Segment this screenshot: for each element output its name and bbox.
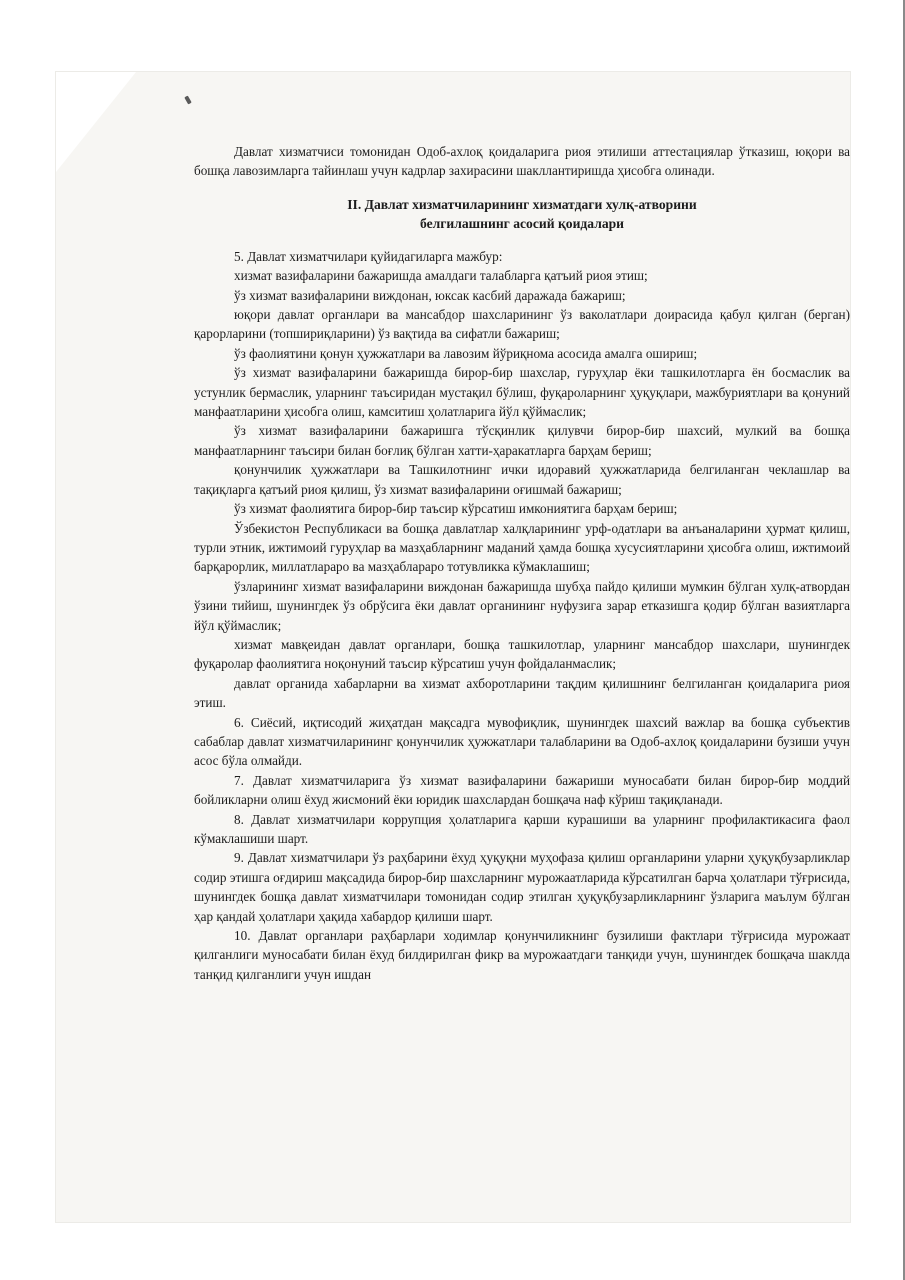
intro-paragraph: Давлат хизматчиси томонидан Одоб-ахлоқ қоидаларига риоя этилиши аттестациялар ўтказиш, юқори ва бошқа лавозимларга тайинлаш учун кадрлар захирасини шакллантиришда ҳисобга олинади.	[194, 144, 850, 179]
document-body	[194, 142, 850, 984]
duty-item: ўз хизмат вазифаларини бажаришда бирор-бир шахслар, гуруҳлар ёки ташкилотларга ён босмаслик ва устунлик бермаслик, уларнинг таъсиридан мустақил бўлиш, фуқароларнинг ҳуқуқлари, мажбуриятлари ва қонуний манфаатларини ҳисобга олиш, камситиш ҳолатларига йўл қўймаслик;	[194, 365, 850, 420]
duty-item: хизмат мавқеидан давлат органлари, бошқа ташкилотлар, уларнинг мансабдор шахслари, шунингдек фуқаролар фаолиятига ноқонуний таъсир кўрсатиш учун фойдаланмаслик;	[194, 636, 850, 672]
duty-item: ўз хизмат вазифаларини виждонан, юксак касбий даражада бажариш;	[234, 287, 626, 303]
duty-item: давлат органида хабарларни ва хизмат ахборотларини тақдим қилишнинг белгиланган қоидаларига риоя этиш.	[194, 675, 850, 711]
duty-item: хизмат вазифаларини бажаришда амалдаги талабларга қатъий риоя этиш;	[234, 268, 648, 284]
duty-item: Ўзбекистон Республикаси ва бошқа давлатлар халқларининг урф-одатлари ва анъаналарини ҳурмат қилиш, турли этник, ижтимоий гуруҳлар ва мазҳабларнинг маданий ҳамда бошқа хусусиятларини ҳисобга олиш, ижтимоий барқарорлик, миллатлараро ва мазҳаблараро тотувликка кўмаклашиш;	[194, 520, 850, 575]
duty-item: ўз хизмат фаолиятига бирор-бир таъсир кўрсатиш имкониятига барҳам бериш;	[234, 501, 678, 517]
duty-item: ўз фаолиятини қонун ҳужжатлари ва лавозим йўриқнома асосида амалга ошириш;	[234, 345, 698, 361]
duty-item: ўзларининг хизмат вазифаларини виждонан бажаришда шубҳа пайдо қилиши мумкин бўлган хулқ-атвордан ўзини тийиш, шунингдек ўз обрўсига ёки давлат органининг нуфузига зарар етказишга қодир бўлган вазиятларга йўл қўймаслик;	[194, 578, 850, 633]
folded-corner	[56, 72, 136, 172]
duty-item: ўз хизмат вазифаларини бажаришга тўсқинлик қилувчи бирор-бир шахсий, мулкий ва бошқа манфаатларнинг таъсири билан боғлиқ бўлган хатти-ҳаракатларга барҳам бериш;	[194, 423, 850, 458]
section-title-line-1: II. Давлат хизматчиларининг хизматдаги хулқ-атворини	[347, 196, 697, 212]
paragraph-5: 5. Давлат хизматчилари қуйидагиларга мажбур:	[234, 248, 503, 264]
duty-item: юқори давлат органлари ва мансабдор шахсларининг ўз ваколатлари доирасида қабул қилган (берган) қарорларини (топшириқларини) ўз вақтида ва сифатли бажариш;	[194, 307, 850, 342]
paragraph-8: 8. Давлат хизматчилари коррупция ҳолатларига қарши курашиши ва уларнинг профилактикасига фаол кўмаклашиши шарт.	[194, 811, 850, 846]
paragraph-6: 6. Сиёсий, иқтисодий жиҳатдан мақсадга мувофиқлик, шунингдек шахсий важлар ва бошқа субъектив сабаблар давлат хизматчиларининг қонунчилик ҳужжатлари талабларини ва Одоб-ахлоқ қоидаларини бузиши учун асос бўла олмайди.	[194, 714, 850, 769]
section-title	[194, 195, 850, 233]
paragraph-7: 7. Давлат хизматчиларига ўз хизмат вазифаларини бажариши муносабати билан бирор-бир моддий бойликларни олиш ёхуд жисмоний ёки юридик шахслардан бошқача наф кўриш тақиқланади.	[194, 772, 850, 808]
paragraph-10: 10. Давлат органлари раҳбарлари ходимлар қонунчиликнинг бузилиши фактлари тўғрисида мурожаат қилганлиги муносабати билан ёхуд билдирилган фикр ва мурожаатдаги танқиди учун, шунингдек бошқача шаклда танқид қилганлиги учун ишдан	[194, 928, 850, 982]
duty-item: қонунчилик ҳужжатлари ва Ташкилотнинг ички идоравий ҳужжатларида белгиланган чеклашлар ва тақиқларга қатъий риоя қилиш, ўз хизмат вазифаларини оғишмай бажариш;	[194, 462, 850, 497]
paragraph-9: 9. Давлат хизматчилари ўз раҳбарини ёхуд ҳуқуқни муҳофаза қилиш органларини уларни ҳуқуқбузарликлар содир этишга оғдириш мақсадида бирор-бир шахсларнинг мурожаатларида кўрсатилган барча ҳолатлари тўғрисида, шунингдек бошқа давлат хизматчилари томонидан содир этилган ҳуқуқбузарликларнинг ўзларига маълум бўлган ҳар қандай ҳолатлари ҳақида хабардор қилиши шарт.	[194, 850, 850, 924]
section-title-line-2: белгилашнинг асосий қоидалари	[419, 215, 625, 231]
